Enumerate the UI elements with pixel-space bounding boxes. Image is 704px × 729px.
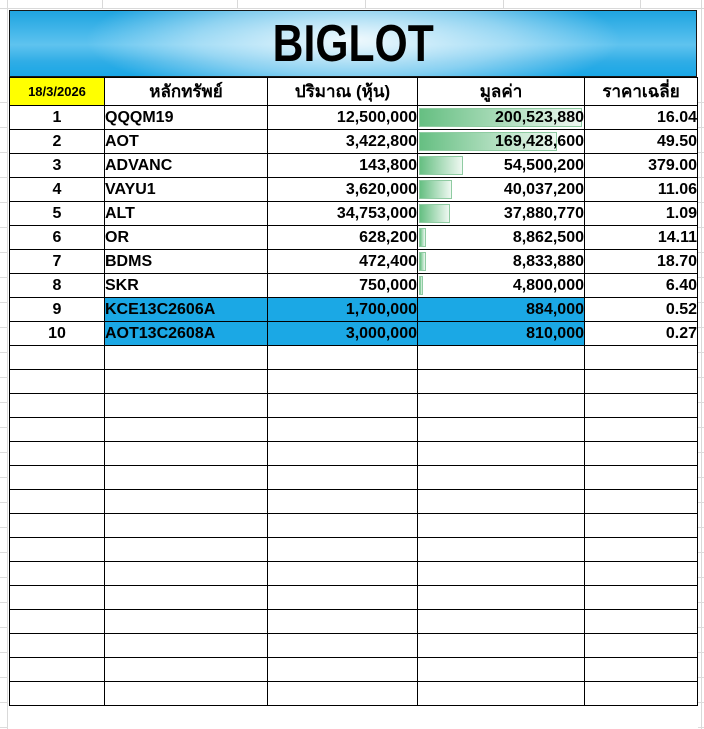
symbol-cell[interactable] [105,178,268,202]
row-number-cell[interactable] [10,442,105,466]
volume-cell[interactable] [268,538,418,562]
volume-text: 1,700,000 [345,300,417,318]
volume-cell[interactable] [268,274,418,298]
volume-cell[interactable] [268,322,418,346]
avg-price-cell[interactable] [585,610,698,634]
volume-cell[interactable] [268,634,418,658]
row-number-cell[interactable] [10,514,105,538]
value-cell[interactable] [418,610,585,634]
avg-price-cell[interactable] [585,226,698,250]
value-text: 37,880,770 [503,204,584,222]
row-number-cell[interactable] [10,250,105,274]
value-cell[interactable] [418,226,585,250]
row-number-cell[interactable] [10,586,105,610]
header-avg-price-text: ราคาเฉลี่ย [602,82,680,101]
avg-price-cell[interactable] [585,466,698,490]
volume-text: 3,620,000 [345,180,417,198]
value-cell[interactable] [418,130,585,154]
header-value[interactable] [418,78,585,106]
value-cell[interactable] [418,634,585,658]
avg-price-text: 14.11 [657,228,697,246]
table-row [10,610,698,634]
avg-price-cell[interactable] [585,394,698,418]
avg-price-cell[interactable] [585,490,698,514]
volume-cell[interactable] [268,154,418,178]
row-number-cell[interactable] [10,322,105,346]
avg-price-cell[interactable] [585,154,698,178]
symbol-text: QQQM19 [105,108,174,126]
volume-text: 143,800 [359,156,417,174]
table-row [10,178,698,202]
value-cell[interactable] [418,274,585,298]
symbol-cell[interactable] [105,346,268,370]
row-number-cell[interactable] [10,562,105,586]
table-row [10,490,698,514]
table-body [10,106,698,706]
value-cell[interactable] [418,370,585,394]
volume-cell[interactable] [268,562,418,586]
volume-cell[interactable] [268,130,418,154]
header-value-text: มูลค่า [479,82,523,101]
header-symbol-text: หลักทรัพย์ [149,82,223,101]
row-number-cell[interactable] [10,682,105,706]
table-row [10,394,698,418]
avg-price-cell[interactable] [585,514,698,538]
symbol-cell[interactable] [105,490,268,514]
value-data-bar [419,156,463,175]
symbol-cell[interactable] [105,658,268,682]
avg-price-cell[interactable] [585,202,698,226]
table-row [10,562,698,586]
header-row [10,78,698,106]
header-volume[interactable] [268,78,418,106]
header-symbol[interactable] [105,78,268,106]
avg-price-cell[interactable] [585,586,698,610]
volume-text: 12,500,000 [336,108,417,126]
table-row [10,538,698,562]
symbol-text: ADVANC [105,156,173,174]
symbol-cell[interactable] [105,562,268,586]
gridline-row-marks-left [0,78,8,728]
volume-cell[interactable] [268,202,418,226]
value-cell[interactable] [418,442,585,466]
avg-price-cell[interactable] [585,682,698,706]
row-number-cell[interactable] [10,658,105,682]
biglot-table [9,77,698,706]
symbol-text: OR [105,228,129,246]
avg-price-text: 18.70 [656,252,697,270]
volume-cell[interactable] [268,682,418,706]
gridline-tick [503,0,504,9]
avg-price-cell[interactable] [585,178,698,202]
volume-cell[interactable] [268,370,418,394]
value-text: 884,000 [526,300,584,318]
symbol-cell[interactable] [105,634,268,658]
value-data-bar [419,276,423,295]
table-row [10,298,698,322]
volume-cell[interactable] [268,298,418,322]
row-number: 1 [52,108,62,126]
row-number-cell[interactable] [10,226,105,250]
table-row [10,322,698,346]
symbol-cell[interactable] [105,250,268,274]
volume-cell[interactable] [268,586,418,610]
symbol-text: SKR [105,276,139,294]
avg-price-text: 0.27 [665,324,697,342]
volume-text: 3,000,000 [345,324,417,342]
symbol-cell[interactable] [105,418,268,442]
symbol-cell[interactable] [105,106,268,130]
symbol-cell[interactable] [105,538,268,562]
volume-cell[interactable] [268,610,418,634]
value-cell[interactable] [418,346,585,370]
avg-price-text: 6.40 [665,276,697,294]
header-volume-text: ปริมาณ (หุ้น) [294,82,391,101]
row-number-cell[interactable] [10,298,105,322]
row-number: 5 [52,204,62,222]
symbol-cell[interactable] [105,514,268,538]
value-text: 169,428,600 [495,132,584,150]
row-number: 9 [52,300,62,318]
table-row [10,106,698,130]
value-text: 54,500,200 [503,156,584,174]
avg-price-cell[interactable] [585,658,698,682]
value-text: 40,037,200 [503,180,584,198]
value-cell[interactable] [418,298,585,322]
avg-price-text: 11.06 [657,180,697,198]
volume-cell[interactable] [268,250,418,274]
volume-cell[interactable] [268,106,418,130]
value-cell[interactable] [418,154,585,178]
gridline-tick [237,0,238,9]
symbol-text: BDMS [105,252,153,270]
row-number-cell[interactable] [10,490,105,514]
row-number-cell[interactable] [10,106,105,130]
table-row [10,682,698,706]
row-number-cell[interactable] [10,418,105,442]
symbol-cell[interactable] [105,226,268,250]
symbol-cell[interactable] [105,586,268,610]
symbol-cell[interactable] [105,154,268,178]
table-row [10,658,698,682]
date-text: 18/3/2026 [28,84,86,99]
value-text: 810,000 [526,324,584,342]
header-avg-price[interactable] [585,78,698,106]
row-number-cell[interactable] [10,178,105,202]
symbol-text: AOT13C2608A [105,324,216,342]
volume-text: 628,200 [359,228,417,246]
symbol-text: VAYU1 [105,180,156,198]
volume-cell[interactable] [268,178,418,202]
value-text: 200,523,880 [495,108,584,126]
symbol-cell[interactable] [105,274,268,298]
row-number: 6 [52,228,62,246]
avg-price-cell[interactable] [585,418,698,442]
volume-cell[interactable] [268,394,418,418]
volume-cell[interactable] [268,346,418,370]
value-cell[interactable] [418,250,585,274]
table-row [10,586,698,610]
avg-price-text: 1.09 [665,204,697,222]
value-cell[interactable] [418,418,585,442]
table-row [10,250,698,274]
value-cell[interactable] [418,178,585,202]
table-row [10,634,698,658]
value-cell[interactable] [418,538,585,562]
table-row [10,274,698,298]
avg-price-text: 16.04 [656,108,697,126]
date-cell[interactable] [10,78,105,106]
value-cell[interactable] [418,322,585,346]
volume-cell[interactable] [268,226,418,250]
volume-text: 750,000 [359,276,417,294]
row-number-cell[interactable] [10,370,105,394]
avg-price-cell[interactable] [585,298,698,322]
symbol-cell[interactable] [105,370,268,394]
table-row [10,442,698,466]
value-data-bar [419,204,450,223]
row-number-cell[interactable] [10,610,105,634]
avg-price-cell[interactable] [585,250,698,274]
table-row [10,466,698,490]
avg-price-cell[interactable] [585,562,698,586]
avg-price-cell[interactable] [585,346,698,370]
gridline-tick [102,0,103,9]
value-cell[interactable] [418,586,585,610]
gridline-tick [640,0,641,9]
value-cell[interactable] [418,682,585,706]
value-cell[interactable] [418,466,585,490]
row-number: 8 [52,276,62,294]
avg-price-cell[interactable] [585,106,698,130]
row-number-cell[interactable] [10,394,105,418]
volume-cell[interactable] [268,442,418,466]
row-number-cell[interactable] [10,538,105,562]
volume-cell[interactable] [268,514,418,538]
symbol-cell[interactable] [105,394,268,418]
volume-text: 34,753,000 [336,204,417,222]
value-text: 4,800,000 [512,276,584,294]
symbol-text: KCE13C2606A [105,300,216,318]
page-title: BIGLOT [272,14,434,73]
avg-price-text: 0.52 [665,300,697,318]
value-data-bar [419,252,426,271]
value-cell[interactable] [418,658,585,682]
avg-price-cell[interactable] [585,130,698,154]
table-row [10,130,698,154]
symbol-text: ALT [105,204,135,222]
value-data-bar [419,228,426,247]
symbol-cell[interactable] [105,202,268,226]
avg-price-cell[interactable] [585,538,698,562]
avg-price-cell[interactable] [585,274,698,298]
row-number: 4 [52,180,62,198]
row-number-cell[interactable] [10,346,105,370]
gridline-tick [365,0,366,9]
row-number-cell[interactable] [10,202,105,226]
avg-price-text: 379.00 [648,156,697,174]
avg-price-cell[interactable] [585,634,698,658]
row-number-cell[interactable] [10,466,105,490]
volume-cell[interactable] [268,658,418,682]
symbol-cell[interactable] [105,442,268,466]
row-number: 10 [48,324,66,342]
symbol-cell[interactable] [105,130,268,154]
row-number-cell[interactable] [10,154,105,178]
table-row [10,370,698,394]
table-row [10,418,698,442]
value-cell[interactable] [418,202,585,226]
volume-cell[interactable] [268,466,418,490]
volume-cell[interactable] [268,418,418,442]
row-number: 3 [52,156,62,174]
symbol-cell[interactable] [105,682,268,706]
volume-text: 3,422,800 [345,132,417,150]
symbol-cell[interactable] [105,610,268,634]
row-number-cell[interactable] [10,130,105,154]
row-number: 7 [52,252,62,270]
table-row [10,346,698,370]
symbol-cell[interactable] [105,466,268,490]
avg-price-cell[interactable] [585,322,698,346]
avg-price-cell[interactable] [585,370,698,394]
avg-price-cell[interactable] [585,442,698,466]
value-text: 8,833,880 [512,252,584,270]
value-text: 8,862,500 [512,228,584,246]
table-row [10,514,698,538]
row-number: 2 [52,132,62,150]
value-cell[interactable] [418,394,585,418]
value-data-bar [419,180,452,199]
table-row [10,226,698,250]
value-cell[interactable] [418,562,585,586]
symbol-cell[interactable] [105,298,268,322]
symbol-text: AOT [105,132,139,150]
value-cell[interactable] [418,514,585,538]
row-number-cell[interactable] [10,634,105,658]
gridline-horizontal-top [0,8,704,9]
value-cell[interactable] [418,106,585,130]
title-banner[interactable] [9,10,697,77]
symbol-cell[interactable] [105,322,268,346]
table-row [10,202,698,226]
gridline-row-marks-right [698,78,704,728]
row-number-cell[interactable] [10,274,105,298]
avg-price-text: 49.50 [656,132,697,150]
value-cell[interactable] [418,490,585,514]
volume-cell[interactable] [268,490,418,514]
volume-text: 472,400 [359,252,417,270]
table-row [10,154,698,178]
